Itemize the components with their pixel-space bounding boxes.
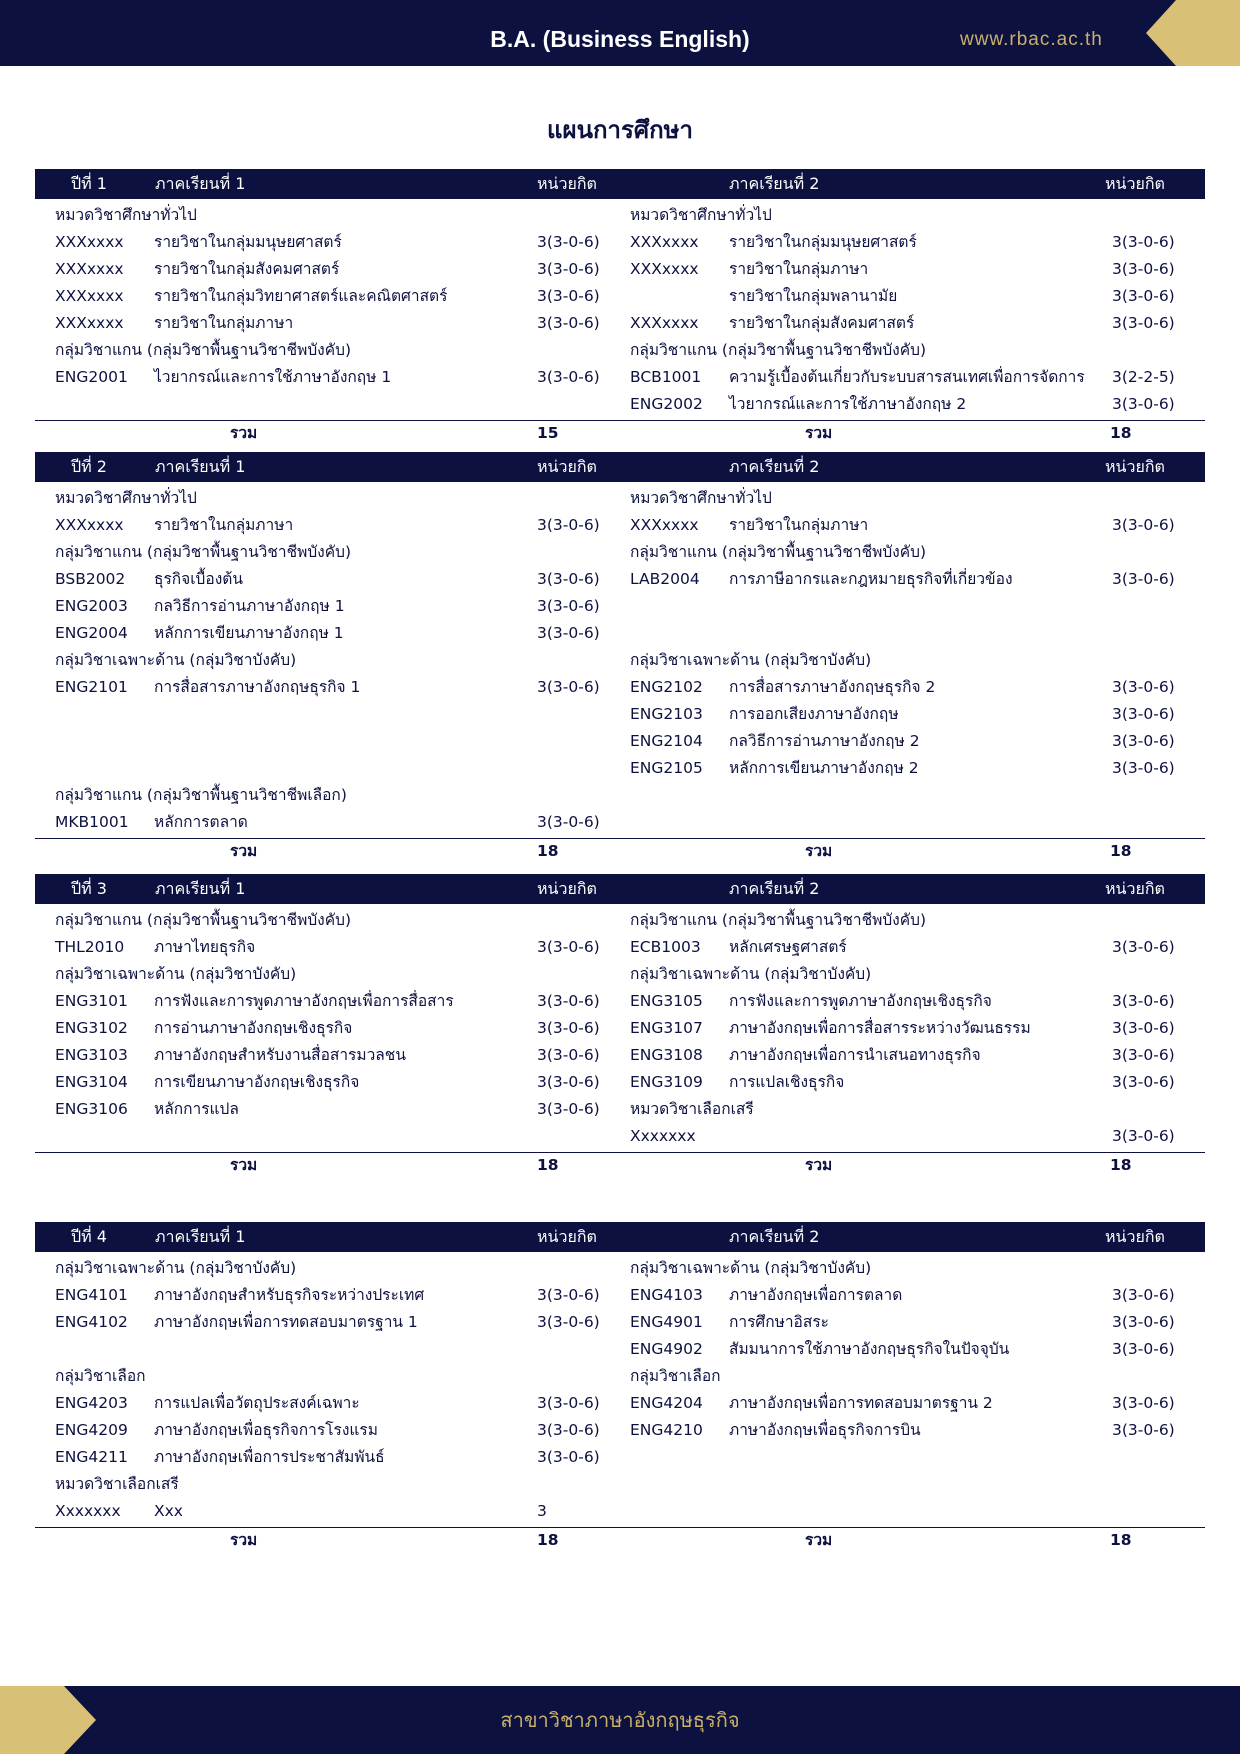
- course-name: ภาษาอังกฤษเพื่อธุรกิจการโรงแรม: [154, 1421, 378, 1439]
- total-units-semester-1: 15: [537, 424, 559, 442]
- group-heading-text: กลุ่มวิชาเฉพาะด้าน (กลุ่มวิชาบังคับ): [55, 965, 297, 983]
- course-units: 3(3-0-6): [537, 597, 600, 615]
- year-label: ปีที่ 2: [71, 457, 107, 476]
- course-code: ENG2001: [55, 368, 128, 386]
- course-row: [630, 755, 1175, 782]
- group-heading-text: กลุ่มวิชาแกน (กลุ่มวิชาพื้นฐานวิชาชีพบังคับ): [630, 341, 926, 359]
- group-heading-text: กลุ่มวิชาแกน (กลุ่มวิชาพื้นฐานวิชาชีพบังคับ): [55, 911, 351, 929]
- course-code: ENG4211: [55, 1448, 128, 1466]
- course-name: รายวิชาในกลุ่มพลานามัย: [729, 287, 898, 305]
- footer-department: สาขาวิชาภาษาอังกฤษธุรกิจ: [500, 1708, 740, 1732]
- year-header: [35, 452, 1205, 482]
- course-name: การภาษีอากรและกฎหมายธุรกิจที่เกี่ยวข้อง: [729, 570, 1013, 588]
- units-header: หน่วยกิต: [1105, 174, 1165, 193]
- group-heading: [55, 961, 595, 988]
- course-code: ENG2101: [55, 678, 128, 696]
- course-name: การศึกษาอิสระ: [729, 1313, 829, 1331]
- course-name: รายวิชาในกลุ่มสังคมศาสตร์: [729, 314, 915, 332]
- course-row: [55, 310, 600, 337]
- course-units: 3(3-0-6): [537, 938, 600, 956]
- course-row: [630, 283, 1175, 310]
- course-code: ENG4210: [630, 1421, 703, 1439]
- course-name: รายวิชาในกลุ่มภาษา: [154, 516, 294, 534]
- total-label: รวม: [805, 1531, 833, 1549]
- course-name: การฟังและการพูดภาษาอังกฤษเชิงธุรกิจ: [729, 992, 992, 1010]
- course-code: ENG3108: [630, 1046, 703, 1064]
- course-row: [55, 1015, 600, 1042]
- total-label: รวม: [805, 842, 833, 860]
- group-heading-text: กลุ่มวิชาแกน (กลุ่มวิชาพื้นฐานวิชาชีพบังคับ): [55, 543, 351, 561]
- course-name: ความรู้เบื้องต้นเกี่ยวกับระบบสารสนเทศเพื่อการจัดการ: [729, 368, 1085, 386]
- course-code: XXXxxxx: [55, 314, 124, 332]
- course-code: XXXxxxx: [55, 233, 124, 251]
- group-heading-text: กลุ่มวิชาเฉพาะด้าน (กลุ่มวิชาบังคับ): [630, 965, 872, 983]
- course-code: ENG4902: [630, 1340, 703, 1358]
- group-heading: [630, 907, 1170, 934]
- course-code: ENG4203: [55, 1394, 128, 1412]
- course-name: ภาษาอังกฤษเพื่อธุรกิจการบิน: [729, 1421, 921, 1439]
- total-label: รวม: [230, 1531, 258, 1549]
- group-heading-text: กลุ่มวิชาเฉพาะด้าน (กลุ่มวิชาบังคับ): [630, 1259, 872, 1277]
- units-header: หน่วยกิต: [1105, 457, 1165, 476]
- semester-1-label: ภาคเรียนที่ 1: [155, 457, 246, 476]
- course-code: ENG3107: [630, 1019, 703, 1037]
- course-code: ENG4103: [630, 1286, 703, 1304]
- group-heading: [630, 337, 1170, 364]
- total-label: รวม: [230, 842, 258, 860]
- course-code: Xxxxxxx: [55, 1502, 121, 1520]
- course-row: [630, 256, 1175, 283]
- group-heading-text: กลุ่มวิชาแกน (กลุ่มวิชาพื้นฐานวิชาชีพบังคับ): [630, 543, 926, 561]
- course-code: MKB1001: [55, 813, 129, 831]
- course-name: หลักการตลาด: [154, 813, 248, 831]
- course-units: 3(3-0-6): [1112, 314, 1175, 332]
- course-units: 3(3-0-6): [1112, 705, 1175, 723]
- course-units: 3(3-0-6): [1112, 570, 1175, 588]
- total-label: รวม: [230, 1156, 258, 1174]
- group-heading: [55, 337, 595, 364]
- semester-2-label: ภาคเรียนที่ 2: [729, 1227, 820, 1246]
- units-header: หน่วยกิต: [537, 174, 597, 193]
- course-code: ENG4204: [630, 1394, 703, 1412]
- group-heading: [55, 647, 595, 674]
- year-header: [35, 1222, 1205, 1252]
- course-units: 3(3-0-6): [537, 1019, 600, 1037]
- course-units: 3(3-0-6): [537, 624, 600, 642]
- group-heading-text: กลุ่มวิชาเลือก: [55, 1367, 146, 1385]
- group-heading: [630, 539, 1170, 566]
- year-label: ปีที่ 1: [71, 174, 107, 193]
- course-row: [630, 566, 1175, 593]
- header-gold-accent: [1146, 0, 1240, 66]
- course-name: ไวยากรณ์และการใช้ภาษาอังกฤษ 1: [154, 368, 392, 386]
- course-code: ENG4102: [55, 1313, 128, 1331]
- course-name: การฟังและการพูดภาษาอังกฤษเพื่อการสื่อสาร: [154, 992, 454, 1010]
- year-label: ปีที่ 4: [71, 1227, 107, 1246]
- course-name: ภาษาอังกฤษเพื่อการประชาสัมพันธ์: [154, 1448, 385, 1466]
- course-units: 3(3-0-6): [537, 992, 600, 1010]
- group-heading: [55, 782, 595, 809]
- course-units: 3(3-0-6): [537, 570, 600, 588]
- course-name: รายวิชาในกลุ่มมนุษยศาสตร์: [154, 233, 342, 251]
- program-title: B.A. (Business English): [490, 26, 750, 52]
- course-row: [630, 1282, 1175, 1309]
- group-heading-text: กลุ่มวิชาเลือก: [630, 1367, 721, 1385]
- course-code: ENG2103: [630, 705, 703, 723]
- course-code: ENG2002: [630, 395, 703, 413]
- course-units: 3(3-0-6): [1112, 678, 1175, 696]
- group-heading: [630, 1096, 1170, 1123]
- total-units-semester-2: 18: [1110, 842, 1132, 860]
- course-code: THL2010: [55, 938, 125, 956]
- total-divider: [35, 838, 1205, 839]
- group-heading-text: กลุ่มวิชาเฉพาะด้าน (กลุ่มวิชาบังคับ): [630, 651, 872, 669]
- course-name: ไวยากรณ์และการใช้ภาษาอังกฤษ 2: [729, 395, 967, 413]
- course-row: [630, 934, 1175, 961]
- group-heading-text: หมวดวิชาศึกษาทั่วไป: [630, 489, 772, 507]
- year-header: [35, 169, 1205, 199]
- course-name: รายวิชาในกลุ่มวิทยาศาสตร์และคณิตศาสตร์: [154, 287, 448, 305]
- course-row: [630, 391, 1175, 418]
- course-name: การแปลเชิงธุรกิจ: [729, 1073, 845, 1091]
- semester-1-label: ภาคเรียนที่ 1: [155, 174, 246, 193]
- course-code: ENG2003: [55, 597, 128, 615]
- course-code: ECB1003: [630, 938, 701, 956]
- course-row: [630, 1069, 1175, 1096]
- course-row: [55, 1069, 600, 1096]
- course-row: [630, 364, 1175, 391]
- course-code: ENG2102: [630, 678, 703, 696]
- semester-1-label: ภาคเรียนที่ 1: [155, 879, 246, 898]
- course-name: ภาษาอังกฤษเพื่อการทดสอบมาตรฐาน 1: [154, 1313, 418, 1331]
- total-units-semester-1: 18: [537, 842, 559, 860]
- course-name: กลวิธีการอ่านภาษาอังกฤษ 1: [154, 597, 345, 615]
- course-units: 3(3-0-6): [1112, 1127, 1175, 1145]
- course-code: ENG3104: [55, 1073, 128, 1091]
- course-code: BCB1001: [630, 368, 702, 386]
- course-name: ธุรกิจเบื้องต้น: [154, 570, 243, 588]
- group-heading: [630, 202, 1170, 229]
- course-name: ภาษาอังกฤษเพื่อการนำเสนอทางธุรกิจ: [729, 1046, 981, 1064]
- course-row: [55, 1309, 600, 1336]
- course-code: ENG2004: [55, 624, 128, 642]
- course-code: XXXxxxx: [630, 260, 699, 278]
- course-row: [55, 229, 600, 256]
- course-code: ENG3109: [630, 1073, 703, 1091]
- total-divider: [35, 1152, 1205, 1153]
- group-heading: [630, 647, 1170, 674]
- course-row: [55, 593, 600, 620]
- course-units: 3(3-0-6): [1112, 516, 1175, 534]
- course-code: ENG3102: [55, 1019, 128, 1037]
- course-name: ภาษาอังกฤษเพื่อการตลาด: [729, 1286, 903, 1304]
- course-units: 3(3-0-6): [537, 1421, 600, 1439]
- course-row: [630, 728, 1175, 755]
- course-row: [55, 1096, 600, 1123]
- course-name: Xxx: [154, 1502, 183, 1520]
- course-name: รายวิชาในกลุ่มภาษา: [729, 516, 869, 534]
- group-heading-text: กลุ่มวิชาเฉพาะด้าน (กลุ่มวิชาบังคับ): [55, 651, 297, 669]
- group-heading-text: หมวดวิชาเลือกเสรี: [630, 1100, 754, 1118]
- course-name: หลักการเขียนภาษาอังกฤษ 2: [729, 759, 919, 777]
- course-units: 3(3-0-6): [1112, 1286, 1175, 1304]
- course-row: [630, 512, 1175, 539]
- course-name: รายวิชาในกลุ่มภาษา: [154, 314, 294, 332]
- course-units: 3(3-0-6): [537, 1313, 600, 1331]
- group-heading: [55, 1255, 595, 1282]
- total-units-semester-2: 18: [1110, 1156, 1132, 1174]
- course-row: [55, 674, 600, 701]
- course-units: 3(3-0-6): [1112, 233, 1175, 251]
- group-heading: [630, 1255, 1170, 1282]
- course-row: [55, 1042, 600, 1069]
- course-units: 3(3-0-6): [537, 1448, 600, 1466]
- course-units: 3(3-0-6): [1112, 1019, 1175, 1037]
- course-row: [630, 1015, 1175, 1042]
- course-code: XXXxxxx: [55, 516, 124, 534]
- course-code: ENG3105: [630, 992, 703, 1010]
- course-row: [55, 809, 600, 836]
- course-row: [630, 1309, 1175, 1336]
- course-code: XXXxxxx: [630, 233, 699, 251]
- course-row: [55, 1444, 600, 1471]
- group-heading-text: หมวดวิชาศึกษาทั่วไป: [55, 206, 197, 224]
- course-units: 3(3-0-6): [537, 1394, 600, 1412]
- course-units: 3: [537, 1502, 547, 1520]
- course-code: ENG3103: [55, 1046, 128, 1064]
- course-row: [55, 512, 600, 539]
- units-header: หน่วยกิต: [537, 879, 597, 898]
- course-name: ภาษาไทยธุรกิจ: [154, 938, 256, 956]
- course-units: 3(3-0-6): [1112, 395, 1175, 413]
- group-heading-text: หมวดวิชาศึกษาทั่วไป: [630, 206, 772, 224]
- course-row: [55, 256, 600, 283]
- group-heading-text: กลุ่มวิชาแกน (กลุ่มวิชาพื้นฐานวิชาชีพบังคับ): [630, 911, 926, 929]
- course-units: 3(3-0-6): [537, 813, 600, 831]
- course-name: ภาษาอังกฤษเพื่อการทดสอบมาตรฐาน 2: [729, 1394, 993, 1412]
- course-units: 3(3-0-6): [1112, 1313, 1175, 1331]
- course-code: BSB2002: [55, 570, 126, 588]
- course-units: 3(3-0-6): [1112, 1421, 1175, 1439]
- course-name: การสื่อสารภาษาอังกฤษธุรกิจ 1: [154, 678, 361, 696]
- course-row: [55, 1417, 600, 1444]
- course-name: รายวิชาในกลุ่มภาษา: [729, 260, 869, 278]
- page-title: แผนการศึกษา: [547, 116, 693, 144]
- course-units: 3(3-0-6): [1112, 287, 1175, 305]
- course-name: รายวิชาในกลุ่มมนุษยศาสตร์: [729, 233, 917, 251]
- course-row: [630, 701, 1175, 728]
- units-header: หน่วยกิต: [1105, 879, 1165, 898]
- total-units-semester-1: 18: [537, 1531, 559, 1549]
- course-code: XXXxxxx: [630, 314, 699, 332]
- group-heading: [630, 485, 1170, 512]
- course-row: [630, 674, 1175, 701]
- course-row: [55, 1498, 595, 1525]
- group-heading-text: หมวดวิชาศึกษาทั่วไป: [55, 489, 197, 507]
- course-units: 3(3-0-6): [537, 1046, 600, 1064]
- course-row: [630, 1042, 1175, 1069]
- group-heading-text: หมวดวิชาเลือกเสรี: [55, 1475, 179, 1493]
- website-url[interactable]: www.rbac.ac.th: [960, 29, 1103, 50]
- group-heading-text: กลุ่มวิชาแกน (กลุ่มวิชาพื้นฐานวิชาชีพบังคับ): [55, 341, 351, 359]
- course-units: 3(3-0-6): [537, 368, 600, 386]
- course-name: ภาษาอังกฤษสำหรับงานสื่อสารมวลชน: [154, 1046, 406, 1064]
- course-code: Xxxxxxx: [630, 1127, 696, 1145]
- semester-1-label: ภาคเรียนที่ 1: [155, 1227, 246, 1246]
- course-units: 3(3-0-6): [1112, 938, 1175, 956]
- course-code: LAB2004: [630, 570, 700, 588]
- semester-2-label: ภาคเรียนที่ 2: [729, 457, 820, 476]
- course-units: 3(3-0-6): [537, 1073, 600, 1091]
- course-name: การเขียนภาษาอังกฤษเชิงธุรกิจ: [154, 1073, 360, 1091]
- course-units: 3(3-0-6): [537, 678, 600, 696]
- semester-2-label: ภาคเรียนที่ 2: [729, 174, 820, 193]
- course-row: [55, 988, 600, 1015]
- units-header: หน่วยกิต: [537, 457, 597, 476]
- total-units-semester-1: 18: [537, 1156, 559, 1174]
- course-units: 3(3-0-6): [1112, 1046, 1175, 1064]
- course-code: ENG3106: [55, 1100, 128, 1118]
- group-heading-text: กลุ่มวิชาแกน (กลุ่มวิชาพื้นฐานวิชาชีพเลือก): [55, 786, 347, 804]
- course-units: 3(3-0-6): [1112, 1340, 1175, 1358]
- year-header: [35, 874, 1205, 904]
- course-row: [630, 988, 1175, 1015]
- year-label: ปีที่ 3: [71, 879, 107, 898]
- course-row: [630, 310, 1175, 337]
- course-units: 3(2-2-5): [1112, 368, 1175, 386]
- group-heading: [55, 202, 595, 229]
- course-code: ENG4101: [55, 1286, 128, 1304]
- course-name: หลักเศรษฐศาสตร์: [729, 938, 847, 956]
- course-units: 3(3-0-6): [537, 1286, 600, 1304]
- course-code: XXXxxxx: [55, 287, 124, 305]
- course-row: [55, 934, 600, 961]
- course-row: [55, 364, 600, 391]
- total-label: รวม: [805, 1156, 833, 1174]
- total-units-semester-2: 18: [1110, 1531, 1132, 1549]
- course-units: 3(3-0-6): [537, 516, 600, 534]
- course-row: [630, 1123, 1175, 1150]
- group-heading: [55, 1471, 595, 1498]
- group-heading: [55, 1363, 595, 1390]
- total-label: รวม: [805, 424, 833, 442]
- course-units: 3(3-0-6): [1112, 1073, 1175, 1091]
- course-code: XXXxxxx: [630, 516, 699, 534]
- course-units: 3(3-0-6): [537, 233, 600, 251]
- course-code: ENG2104: [630, 732, 703, 750]
- group-heading: [55, 907, 595, 934]
- course-row: [630, 1390, 1175, 1417]
- units-header: หน่วยกิต: [537, 1227, 597, 1246]
- group-heading: [630, 961, 1170, 988]
- course-row: [630, 229, 1175, 256]
- course-row: [55, 1390, 600, 1417]
- course-name: ภาษาอังกฤษสำหรับธุรกิจระหว่างประเทศ: [154, 1286, 425, 1304]
- course-code: ENG4209: [55, 1421, 128, 1439]
- group-heading: [55, 485, 595, 512]
- course-units: 3(3-0-6): [1112, 260, 1175, 278]
- course-name: รายวิชาในกลุ่มสังคมศาสตร์: [154, 260, 340, 278]
- course-row: [55, 1282, 600, 1309]
- group-heading: [630, 1363, 1170, 1390]
- total-divider: [35, 420, 1205, 421]
- course-units: 3(3-0-6): [537, 314, 600, 332]
- course-row: [55, 620, 600, 647]
- course-units: 3(3-0-6): [1112, 732, 1175, 750]
- course-name: กลวิธีการอ่านภาษาอังกฤษ 2: [729, 732, 920, 750]
- course-units: 3(3-0-6): [537, 1100, 600, 1118]
- group-heading: [55, 539, 595, 566]
- course-name: การอ่านภาษาอังกฤษเชิงธุรกิจ: [154, 1019, 353, 1037]
- course-units: 3(3-0-6): [1112, 759, 1175, 777]
- course-code: ENG2105: [630, 759, 703, 777]
- semester-2-label: ภาคเรียนที่ 2: [729, 879, 820, 898]
- units-header: หน่วยกิต: [1105, 1227, 1165, 1246]
- course-units: 3(3-0-6): [537, 287, 600, 305]
- course-row: [630, 1417, 1175, 1444]
- course-name: หลักการแปล: [154, 1100, 239, 1118]
- course-name: การแปลเพื่อวัตถุประสงค์เฉพาะ: [154, 1394, 360, 1412]
- course-units: 3(3-0-6): [1112, 1394, 1175, 1412]
- course-name: การออกเสียงภาษาอังกฤษ: [729, 705, 899, 723]
- course-row: [55, 283, 600, 310]
- course-row: [55, 566, 600, 593]
- total-divider: [35, 1527, 1205, 1528]
- course-code: XXXxxxx: [55, 260, 124, 278]
- course-name: ภาษาอังกฤษเพื่อการสื่อสารระหว่างวัฒนธรรม: [729, 1019, 1031, 1037]
- group-heading-text: กลุ่มวิชาเฉพาะด้าน (กลุ่มวิชาบังคับ): [55, 1259, 297, 1277]
- course-name: หลักการเขียนภาษาอังกฤษ 1: [154, 624, 344, 642]
- course-units: 3(3-0-6): [1112, 992, 1175, 1010]
- course-name: การสื่อสารภาษาอังกฤษธุรกิจ 2: [729, 678, 936, 696]
- total-label: รวม: [230, 424, 258, 442]
- course-row: [630, 1336, 1175, 1363]
- course-code: ENG3101: [55, 992, 128, 1010]
- course-units: 3(3-0-6): [537, 260, 600, 278]
- course-name: สัมมนาการใช้ภาษาอังกฤษธุรกิจในปัจจุบัน: [729, 1340, 1010, 1358]
- course-code: ENG4901: [630, 1313, 703, 1331]
- total-units-semester-2: 18: [1110, 424, 1132, 442]
